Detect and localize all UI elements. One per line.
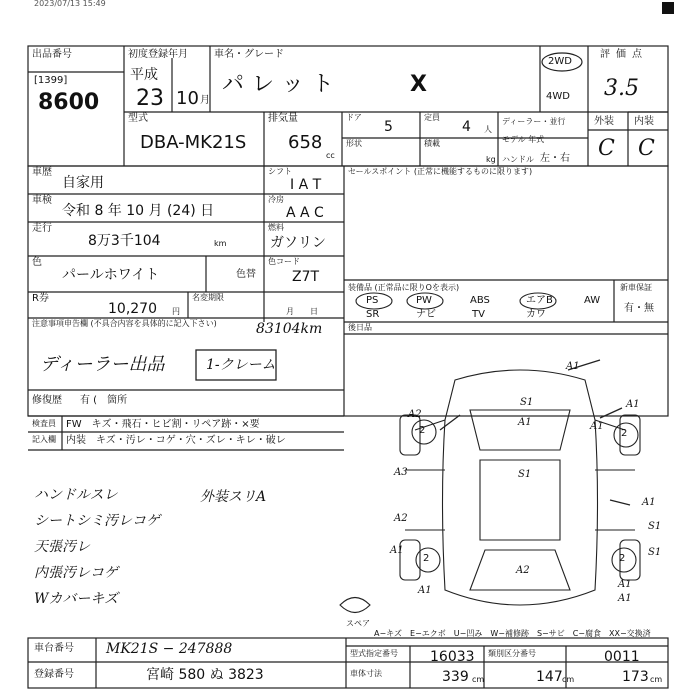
recycle-value: 10,270	[108, 301, 157, 317]
mark-16: 2	[619, 553, 626, 564]
type-num-label: 型式指定番号	[350, 649, 398, 658]
score-label: 評価点	[600, 49, 648, 60]
shift-label: シフト	[268, 167, 292, 176]
chassis-value: MK21S − 247888	[106, 641, 233, 657]
warranty-value: 有・無	[624, 303, 654, 314]
mark-13: S1	[648, 521, 662, 532]
name-change-day: 月 日	[286, 307, 318, 316]
height-unit: cm	[650, 675, 663, 684]
doors-value: 5	[384, 119, 393, 135]
first-reg-year: 23	[136, 86, 164, 111]
first-reg-era: 平成	[130, 67, 158, 83]
inspector-row-1: FW キズ・飛石・ヒビ割・リペア跡・×要	[66, 419, 260, 430]
displacement-value: 658	[288, 132, 323, 153]
fuel-value: ガソリン	[270, 235, 326, 251]
inspector-label-2: 記入欄	[32, 435, 56, 444]
repair-label: 修復歴	[32, 395, 62, 406]
model-label: 型式	[128, 113, 148, 124]
mark-9: A3	[394, 467, 408, 478]
equip-sr: SR	[366, 309, 380, 320]
plate-value: 宮崎 580 ぬ 3823	[146, 667, 264, 683]
score-value: 3.5	[604, 76, 639, 101]
equip-ps: PS	[366, 295, 379, 306]
length-unit: cm	[472, 675, 485, 684]
hand-note-3: 天張汚レ	[34, 539, 90, 555]
hand-note-1: ハンドルスレ	[34, 487, 118, 503]
mark-2: S1	[520, 397, 534, 408]
mark-10: S1	[518, 469, 532, 480]
mark-21: A1	[618, 593, 632, 604]
ac-value: A A C	[286, 205, 324, 221]
usage-value: 自家用	[62, 175, 104, 191]
loadcap-label: 積載	[424, 139, 440, 148]
first-reg-month: 10	[176, 88, 199, 109]
inspector-label-1: 検査員	[32, 419, 56, 428]
mark-20: A1	[618, 579, 632, 590]
class-num-label: 類別区分番号	[488, 649, 536, 658]
dimension-label: 車体寸法	[350, 669, 382, 678]
lot-bracket: [1399]	[34, 75, 68, 86]
car-grade: X	[410, 72, 427, 97]
mark-1: A1	[566, 361, 580, 372]
mark-12: A1	[642, 497, 656, 508]
car-label: 車名・グレード	[214, 49, 284, 60]
length-value: 339	[442, 669, 469, 685]
first-reg-label: 初度登録年月	[128, 49, 188, 60]
name-change-label: 名変期限	[192, 293, 224, 302]
fuel-label: 燃料	[268, 223, 284, 232]
recycle-unit: 円	[172, 307, 180, 316]
mark-7: 2	[621, 428, 628, 439]
mileage-value: 8万3千104	[88, 233, 161, 249]
notes-label: 注意事項申告欄 (不具合内容を具体的に記入下さい)	[32, 319, 217, 328]
hand-note-5: Wカバーキズ	[34, 591, 119, 607]
car-diagram	[340, 370, 640, 613]
damage-legend: A−キズ E−エクボ U−凹み W−補修跡 S−サビ C−腐食 XX−交換済	[374, 629, 651, 638]
mark-6: 2	[419, 425, 426, 436]
interior-grade: C	[638, 136, 655, 161]
car-name: パレット	[222, 72, 342, 97]
color-code-value: Z7T	[292, 269, 320, 285]
handle-label: ハンドル	[502, 155, 534, 164]
width-value: 147	[536, 669, 563, 685]
corner-mark	[662, 2, 674, 14]
exterior-grade: C	[598, 136, 615, 161]
doors-label: ドア	[346, 113, 362, 122]
hand-note-4: 内張汚レコゲ	[34, 565, 118, 581]
equip-tv: TV	[472, 309, 485, 320]
hand-note-2: シートシミ汚レコゲ	[34, 513, 160, 529]
plate-label: 登録番号	[34, 669, 74, 680]
warranty-label: 新車保証	[620, 283, 652, 292]
mark-4: A1	[626, 399, 640, 410]
color-code-label: 色コード	[268, 257, 300, 266]
mark-8: A1	[590, 421, 604, 432]
drive-2wd: 2WD	[548, 56, 572, 67]
claim-note: 1-クレーム	[206, 357, 276, 373]
mark-3: A1	[518, 417, 532, 428]
drive-4wd: 4WD	[546, 91, 570, 102]
height-value: 173	[622, 669, 649, 685]
handle-value: 左・右	[540, 153, 570, 164]
mark-18: A1	[418, 585, 432, 596]
model-year-label: モデル 年式	[502, 135, 545, 144]
first-reg-month-unit: 月	[200, 95, 210, 106]
class-num-value: 0011	[604, 649, 640, 665]
inspection-label: 車検	[32, 195, 52, 206]
chassis-label: 車台番号	[34, 643, 74, 654]
color-value: パールホワイト	[62, 267, 160, 283]
model-value: DBA-MK21S	[140, 132, 247, 153]
equip-pw: PW	[416, 295, 432, 306]
mark-17: A2	[516, 565, 530, 576]
repaint-label: 色替	[236, 269, 256, 280]
color-label: 色	[32, 257, 42, 268]
inspection-value: 令和 8 年 10 月 (24) 日	[62, 203, 215, 219]
equipment-label: 装備品 (正常品に限りOを表示)	[348, 283, 460, 292]
displacement-label: 排気量	[268, 113, 298, 124]
sales-point-label: セールスポイント (正常に機能するものに限ります)	[348, 167, 533, 176]
equip-leather: カワ	[526, 309, 546, 320]
lot-label: 出品番号	[32, 49, 72, 60]
mark-11: A2	[394, 513, 408, 524]
mileage-label: 走行	[32, 223, 52, 234]
repair-value: 有 ( 箇所	[80, 395, 128, 406]
shape-label: 形状	[346, 139, 362, 148]
equip-navi: ナビ	[416, 309, 436, 320]
equip-abs: ABS	[470, 295, 490, 306]
mark-14: A1	[390, 545, 404, 556]
exterior-label: 外装	[594, 116, 614, 127]
mark-15: 2	[423, 553, 430, 564]
type-num-value: 16033	[430, 649, 475, 665]
capacity-value: 4	[462, 119, 471, 135]
recycle-label: R券	[32, 293, 49, 304]
spare-label: スペア	[346, 619, 370, 628]
dealer-note: ディーラー出品	[40, 354, 165, 375]
mark-19: S1	[648, 547, 662, 558]
shift-value: I A T	[290, 177, 322, 193]
mileage-unit: km	[214, 239, 227, 248]
usage-label: 車歴	[32, 167, 52, 178]
capacity-label: 定員	[424, 113, 440, 122]
timestamp: 2023/07/13 15:49	[34, 0, 106, 8]
kg-unit: kg	[486, 155, 496, 164]
ac-label: 冷房	[268, 195, 284, 204]
lot-number: 8600	[38, 90, 100, 115]
interior-label: 内装	[634, 116, 654, 127]
width-unit: cm	[562, 675, 575, 684]
equip-aw: AW	[584, 295, 601, 306]
rear-seat-label: 後日品	[348, 323, 372, 332]
notes-mileage-hand: 83104km	[256, 321, 323, 337]
hand-note-right: 外装スリA	[200, 489, 267, 505]
mark-5: A2	[408, 409, 422, 420]
dealer-label: ディーラー・並行	[502, 117, 566, 126]
capacity-unit: 人	[484, 125, 492, 134]
displacement-unit: cc	[326, 151, 335, 160]
equip-airbag: エアB	[526, 295, 553, 306]
inspector-row-2: 内装 キズ・汚レ・コゲ・穴・ズレ・キレ・破レ	[66, 435, 286, 446]
